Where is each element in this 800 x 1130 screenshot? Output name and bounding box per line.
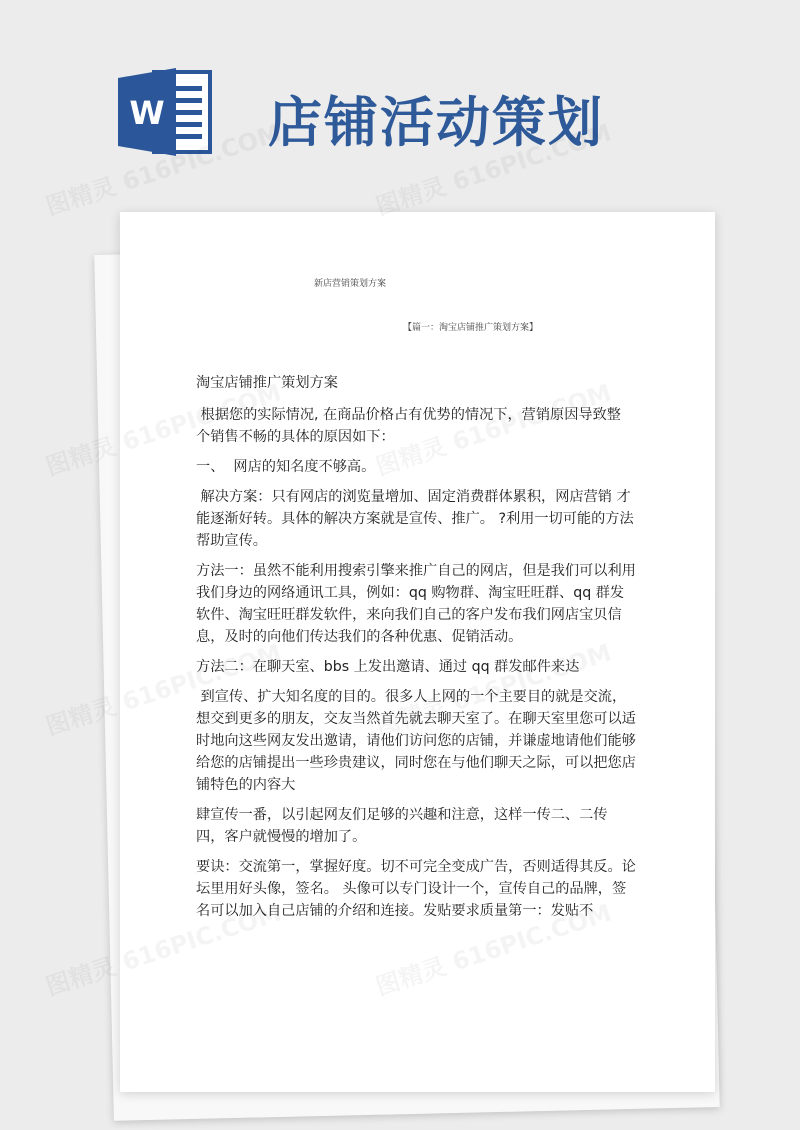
svg-text:W: W — [129, 94, 165, 132]
document-title: 新店营销策划方案 — [313, 279, 386, 289]
word-document-icon — [118, 68, 214, 156]
page-title: 店铺活动策划 — [268, 90, 604, 154]
paragraph: 要诀：交流第一，掌握好度。切不可完全变成广告，否则适得其反。论坛里用好头像，签名。 头像可以专门设计一个，宣传自己的品牌，签名可以加入自己店铺的介绍和连接。发贴要求质量第一：发贴不 — [196, 859, 636, 919]
document-body — [196, 372, 636, 930]
paragraph: 到宣传、扩大知名度的目的。很多人上网的一个主要目的就是交流，想交到更多的朋友，交友当然首先就去聊天室了。在聊天室里您可以适时地向这些网友发出邀请，请他们访问您的店铺，并谦虚地请他们能够给您的店铺提出一些珍贵建议，同时您在与他们聊天之际，可以把您店铺特色的内容大 — [196, 689, 636, 793]
paragraph: 根据您的实际情况, 在商品价格占有优势的情况下，营销原因导致整 个销售不畅的具体的原因如下： — [196, 407, 626, 445]
paragraph: 肆宣传一番，以引起网友们足够的兴趣和注意，这样一传二、二传 四，客户就慢慢的增加了。 — [196, 807, 612, 845]
paragraph: 方法二：在聊天室、bbs 上发出邀请、通过 qq 群发邮件来达 — [196, 659, 580, 675]
paragraph: 方法一：虽然不能利用搜索引擎来推广自己的网店，但是我们可以利用我们身边的网络通讯工具，例如：qq 购物群、淘宝旺旺群、qq 群发软件、淘宝旺旺群发软件，来向我们自己的客户发布我们网店宝贝信息，及时的向他们传达我们的各种优惠、促销活动。 — [196, 563, 636, 645]
paragraph: 淘宝店铺推广策划方案 — [196, 375, 338, 391]
paragraph: 一、 网店的知名度不够高。 — [196, 459, 376, 475]
document-subtitle: 【篇一：淘宝店铺推广策划方案】 — [402, 323, 538, 333]
document-page — [120, 212, 715, 1092]
header — [0, 0, 800, 200]
paragraph: 解决方案：只有网店的浏览量增加、固定消费群体累积，网店营销 才能逐渐好转。具体的解决方案就是宣传、推广。 ?利用一切可能的方法帮助宣传。 — [196, 489, 634, 549]
